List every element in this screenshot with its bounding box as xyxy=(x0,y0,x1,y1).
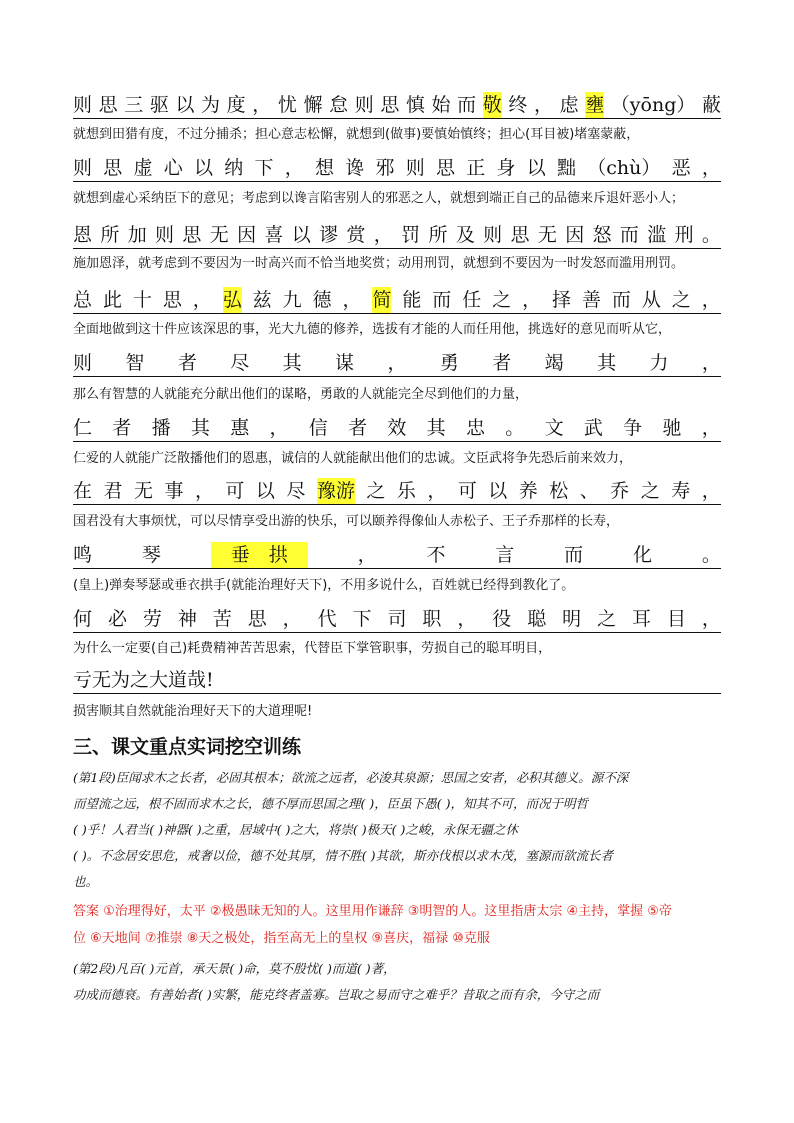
translation-line: (皇上)弹奏琴瑟或垂衣拱手(就能治理好天下)，不用多说什么，百姓就已经得到教化了。 xyxy=(73,578,575,593)
highlighted-word: 敬 xyxy=(482,94,502,116)
classical-char: 其 xyxy=(282,352,302,374)
classical-char: ， xyxy=(252,94,272,116)
classical-char: 司 xyxy=(387,608,407,630)
translation-line: 就想到田猎有度，不过分捕杀；担心意志松懈，就想到(做事)要慎始慎终；担心(耳目被)堵塞蒙蔽， xyxy=(73,127,640,142)
classical-char: ， xyxy=(387,352,407,374)
classical-char: 者 xyxy=(348,417,368,439)
classical-char: 怠 xyxy=(329,94,349,116)
classical-char: 蔽 xyxy=(701,94,721,116)
classical-char: 文 xyxy=(544,417,564,439)
classical-char: 德 xyxy=(312,289,332,311)
classical-char: ， xyxy=(701,608,721,630)
answer-line: 位 ⑥天地间 ⑦推崇 ⑧天之极处，指至高无上的皇权 ⑨喜庆，福禄 ⑩克服 xyxy=(73,931,490,946)
classical-char: 慎 xyxy=(405,94,425,116)
classical-char: 而 xyxy=(457,94,477,116)
classical-char: 君 xyxy=(103,480,123,502)
classical-char: 正 xyxy=(466,157,486,179)
classical-char: 恩 xyxy=(73,224,93,246)
classical-char: 忧 xyxy=(277,94,297,116)
classical-char: ， xyxy=(284,157,304,179)
classical-char: 之 xyxy=(492,289,512,311)
classical-char: 始 xyxy=(431,94,451,116)
classical-char: 十 xyxy=(132,289,152,311)
classical-char: 力 xyxy=(649,352,669,374)
classical-char: 驱 xyxy=(149,94,169,116)
classical-char: 养 xyxy=(518,480,538,502)
classical-char: 终 xyxy=(508,94,528,116)
classical-char: 而 xyxy=(611,289,631,311)
classical-char: 则 xyxy=(483,224,503,246)
classical-char: ， xyxy=(282,608,302,630)
translation-line: 损害顺其自然就能治理好天下的大道理呢! xyxy=(73,704,313,719)
classical-char: 不 xyxy=(426,544,446,566)
classical-char: ， xyxy=(522,289,542,311)
classical-char: 者 xyxy=(177,352,197,374)
classical-char: 信 xyxy=(308,417,328,439)
classical-char: 尽 xyxy=(286,480,306,502)
classical-char: 必 xyxy=(107,608,127,630)
para1-line: 而望流之远，根不固而求木之长，德不厚而思国之理( )，臣虽下愚( )，知其不可，而况于明哲 xyxy=(73,796,588,811)
para1-line: ( )乎！人君当( )神器( )之重，居域中( )之大，将崇( )极天( )之峻，永保无疆之休 xyxy=(73,822,518,837)
classical-char: 无 xyxy=(537,224,557,246)
classical-char: 神 xyxy=(177,608,197,630)
classical-char: 虑 xyxy=(559,94,579,116)
classical-text-line xyxy=(73,606,721,633)
classical-char: 惠 xyxy=(230,417,250,439)
classical-char: 琴 xyxy=(141,544,161,566)
translation-line: 全面地做到这十件应该深思的事，光大九德的修养，选拔有才能的人而任用他，挑选好的意见而听从它， xyxy=(73,322,672,337)
classical-char: 之 xyxy=(366,480,386,502)
classical-char: 因 xyxy=(565,224,585,246)
classical-char: 以 xyxy=(488,480,508,502)
classical-char: 思 xyxy=(103,157,123,179)
classical-char: 以 xyxy=(291,224,311,246)
classical-char: 能 xyxy=(402,289,422,311)
classical-char: 则 xyxy=(73,94,93,116)
classical-char: 尽 xyxy=(230,352,250,374)
classical-char: 则 xyxy=(73,157,93,179)
translation-line: 仁爱的人就能广泛散播他们的恩惠，诚信的人就能献出他们的忠诚。文臣武将争先恐后前来效力， xyxy=(73,451,633,466)
classical-char: 忠 xyxy=(465,417,485,439)
classical-char: 劳 xyxy=(142,608,162,630)
classical-char: 思 xyxy=(162,289,182,311)
classical-char: 则 xyxy=(155,224,175,246)
classical-char: 播 xyxy=(151,417,171,439)
classical-char: 兹 xyxy=(252,289,272,311)
highlighted-word: 垂 拱 xyxy=(211,542,308,568)
classical-char: 目 xyxy=(666,608,686,630)
classical-char: ， xyxy=(533,94,553,116)
classical-char: 谗 xyxy=(345,157,365,179)
classical-char: 武 xyxy=(583,417,603,439)
classical-char: 以 xyxy=(526,157,546,179)
classical-char: 化 xyxy=(633,544,653,566)
highlighted-word: 豫游 xyxy=(316,480,355,502)
classical-char: 松 xyxy=(549,480,569,502)
classical-char: 智 xyxy=(125,352,145,374)
classical-char: 度 xyxy=(226,94,246,116)
classical-text-line xyxy=(73,415,721,442)
classical-char: 因 xyxy=(237,224,257,246)
translation-line: 为什么一定要(自己)耗费精神苦苦思索，代替臣下掌管职事，劳损自己的聪耳明目， xyxy=(73,641,552,656)
classical-char: 从 xyxy=(641,289,661,311)
classical-char: 而 xyxy=(432,289,452,311)
highlighted-word: 壅 xyxy=(585,94,605,116)
classical-char: 择 xyxy=(552,289,572,311)
classical-char: （yōng） xyxy=(610,94,696,116)
para2-line: 功成而德衰。有善始者( )实繁，能克终者盖寡。岂取之易而守之难乎？昔取之而有余，今守之而 xyxy=(73,987,600,1002)
classical-char: 黜 xyxy=(557,157,577,179)
classical-char: 滥 xyxy=(647,224,667,246)
classical-char: 仁 xyxy=(73,417,93,439)
highlighted-word: 弘 xyxy=(222,289,242,311)
classical-char: ， xyxy=(194,480,214,502)
classical-char: 、 xyxy=(579,480,599,502)
classical-char: 思 xyxy=(182,224,202,246)
classical-char: 恶 xyxy=(671,157,691,179)
classical-char: 无 xyxy=(133,480,153,502)
classical-char: ， xyxy=(269,417,289,439)
classical-char: 苦 xyxy=(212,608,232,630)
classical-char: ， xyxy=(701,157,721,179)
classical-char: 思 xyxy=(247,608,267,630)
classical-char: 。 xyxy=(701,224,721,246)
classical-char: 三 xyxy=(124,94,144,116)
classical-char: 勇 xyxy=(439,352,459,374)
para1-line: ( )。不念居安思危，戒奢以俭，德不处其厚，情不胜( )其欲，斯亦伐根以求木茂，塞源而欲流长者 xyxy=(73,848,613,863)
classical-char: ， xyxy=(457,608,477,630)
classical-char: 。 xyxy=(701,544,721,566)
classical-char: ， xyxy=(373,224,393,246)
classical-char: 总 xyxy=(73,289,93,311)
classical-char: ， xyxy=(701,417,721,439)
classical-char: 刑 xyxy=(674,224,694,246)
classical-char: ， xyxy=(342,289,362,311)
classical-char: ， xyxy=(701,480,721,502)
classical-text-line xyxy=(73,542,721,569)
classical-char: 鸣 xyxy=(73,544,93,566)
translation-line: 施加恩泽，就考虑到不要因为一时高兴而不恰当地奖赏；动用刑罚，就想到不要因为一时发怒而滥用刑罚。 xyxy=(73,256,685,271)
highlighted-word: 简 xyxy=(372,289,392,311)
classical-char: 之 xyxy=(640,480,660,502)
classical-char: 任 xyxy=(462,289,482,311)
classical-char: 以 xyxy=(175,94,195,116)
classical-char: ， xyxy=(192,289,212,311)
classical-char: 职 xyxy=(422,608,442,630)
classical-char: 纳 xyxy=(224,157,244,179)
classical-char: 可 xyxy=(225,480,245,502)
classical-char: 思 xyxy=(436,157,456,179)
classical-char: 代 xyxy=(317,608,337,630)
classical-char: 而 xyxy=(564,544,584,566)
classical-char: 则 xyxy=(354,94,374,116)
classical-char: 赏 xyxy=(346,224,366,246)
classical-char: 聪 xyxy=(527,608,547,630)
classical-text-line xyxy=(73,287,721,314)
classical-char: 寿 xyxy=(671,480,691,502)
classical-char: 驰 xyxy=(662,417,682,439)
classical-char: 亏无为之大道哉! xyxy=(73,669,214,691)
classical-char: ， xyxy=(701,352,721,374)
classical-char: 心 xyxy=(163,157,183,179)
classical-char: 所 xyxy=(428,224,448,246)
classical-char: 下 xyxy=(254,157,274,179)
classical-char: 思 xyxy=(510,224,530,246)
classical-char: ， xyxy=(357,544,377,566)
classical-char: 其 xyxy=(597,352,617,374)
classical-text-line xyxy=(73,667,721,694)
classical-char: 其 xyxy=(190,417,210,439)
classical-char: 乔 xyxy=(610,480,630,502)
classical-char: 善 xyxy=(581,289,601,311)
classical-char: 喜 xyxy=(264,224,284,246)
classical-text-line xyxy=(73,92,721,119)
classical-char: 者 xyxy=(492,352,512,374)
classical-char: 罚 xyxy=(401,224,421,246)
classical-char: 则 xyxy=(405,157,425,179)
classical-char: 效 xyxy=(387,417,407,439)
classical-char: 乐 xyxy=(396,480,416,502)
classical-char: 之 xyxy=(671,289,691,311)
classical-char: 怒 xyxy=(592,224,612,246)
classical-char: 者 xyxy=(112,417,132,439)
classical-char: 此 xyxy=(102,289,122,311)
classical-char: 事 xyxy=(164,480,184,502)
classical-char: 可 xyxy=(457,480,477,502)
classical-char: 虚 xyxy=(133,157,153,179)
classical-char: 耳 xyxy=(632,608,652,630)
classical-char: 以 xyxy=(194,157,214,179)
classical-char: 下 xyxy=(352,608,372,630)
para1-line: (第1段)臣闻求木之长者，必固其根本；欲流之远者，必浚其泉源；思国之安者，必积其德义。源不深 xyxy=(73,770,629,785)
classical-char: 竭 xyxy=(544,352,564,374)
classical-char: 明 xyxy=(562,608,582,630)
classical-char: ， xyxy=(701,289,721,311)
answer-line: 答案 ①治理得好，太平 ②极愚昧无知的人。这里用作谦辞 ③明智的人。这里指唐太宗 ④主持，掌握 ⑤帝 xyxy=(73,904,672,919)
classical-char: 为 xyxy=(201,94,221,116)
classical-char: 无 xyxy=(209,224,229,246)
classical-char: 思 xyxy=(98,94,118,116)
classical-text-line xyxy=(73,155,721,182)
classical-char: 所 xyxy=(100,224,120,246)
section-title: 三、课文重点实词挖空训练 xyxy=(73,736,302,758)
translation-line: 国君没有大事烦忧，可以尽情享受出游的快乐，可以颐养得像仙人赤松子、王子乔那样的长寿， xyxy=(73,514,620,529)
classical-char: 加 xyxy=(127,224,147,246)
classical-text-line xyxy=(73,222,721,249)
translation-line: 那么有智慧的人就能充分献出他们的谋略，勇敢的人就能完全尽到他们的力量， xyxy=(73,387,529,402)
classical-char: 及 xyxy=(455,224,475,246)
classical-char: 九 xyxy=(282,289,302,311)
classical-char: ， xyxy=(427,480,447,502)
classical-char: 言 xyxy=(495,544,515,566)
para1-line: 也。 xyxy=(73,874,99,889)
classical-char: 则 xyxy=(73,352,93,374)
classical-char: 争 xyxy=(623,417,643,439)
classical-char: 想 xyxy=(315,157,335,179)
classical-char: 谋 xyxy=(335,352,355,374)
classical-char: 以 xyxy=(255,480,275,502)
classical-char: 懈 xyxy=(303,94,323,116)
classical-char: 谬 xyxy=(319,224,339,246)
classical-char: 。 xyxy=(505,417,525,439)
classical-char: 役 xyxy=(492,608,512,630)
classical-char: 身 xyxy=(496,157,516,179)
classical-text-line xyxy=(73,350,721,377)
translation-line: 就想到虚心采纳臣下的意见；考虑到以谗言陷害别人的邪恶之人，就想到端正自己的品德来斥退奸恶小人； xyxy=(73,191,685,206)
classical-char: 之 xyxy=(597,608,617,630)
classical-char: 何 xyxy=(73,608,93,630)
para2-line: (第2段)凡百( )元首，承天景( )命，莫不殷忧( )而道( )著， xyxy=(73,961,396,976)
classical-char: 而 xyxy=(619,224,639,246)
classical-char: 在 xyxy=(73,480,93,502)
classical-char: 其 xyxy=(426,417,446,439)
classical-char: 邪 xyxy=(375,157,395,179)
classical-text-line xyxy=(73,478,721,505)
classical-char: 思 xyxy=(380,94,400,116)
classical-char: （chù） xyxy=(587,157,661,179)
